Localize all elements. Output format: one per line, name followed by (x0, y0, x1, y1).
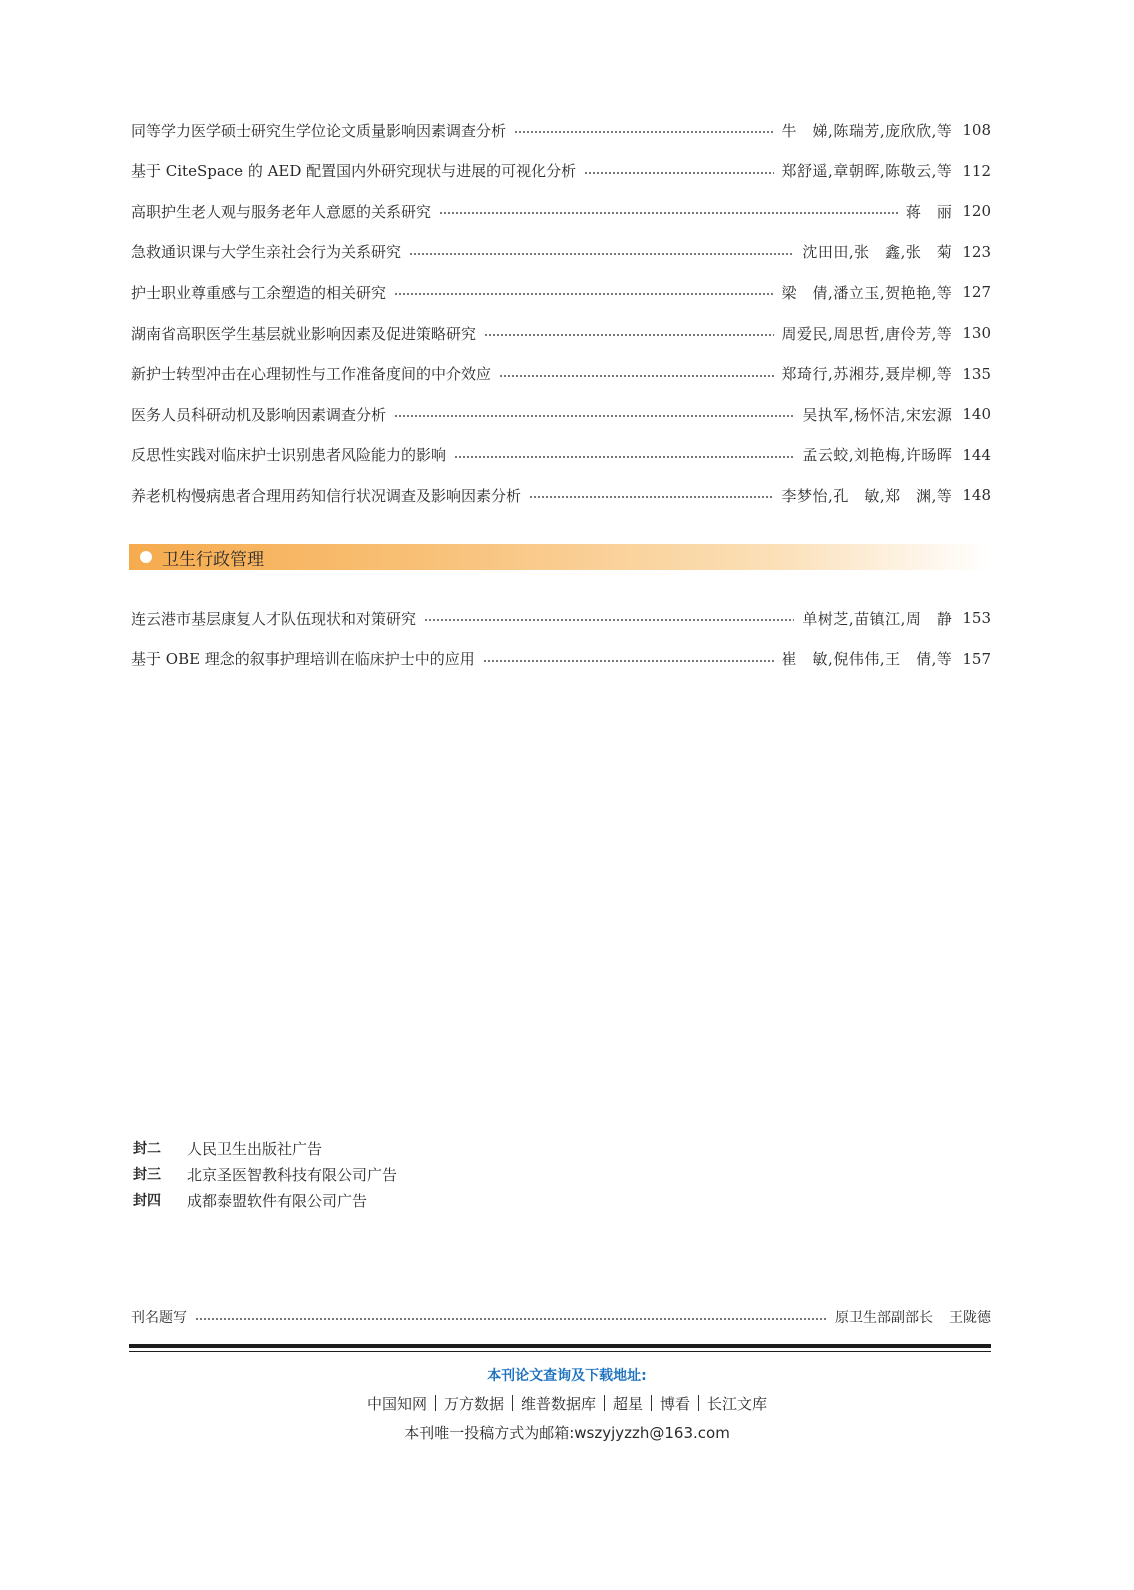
cover-row (133, 1135, 397, 1161)
section-title: 卫生行政管理 (162, 549, 264, 570)
page-number: 127 (962, 283, 991, 302)
article-authors: 牛 娣,陈瑞芳,庞欣欣,等 (781, 121, 953, 140)
inscription-label: 刊名题写 (131, 1310, 187, 1326)
database-name: 博看 (660, 1395, 691, 1413)
database-name: 维普数据库 (520, 1395, 596, 1413)
toc-entry (131, 647, 991, 671)
dot-leader (424, 619, 794, 621)
toc-entry (131, 159, 991, 183)
toc-entry (131, 483, 991, 507)
divider-thin (129, 1351, 991, 1352)
inscription-name: 王陇德 (949, 1310, 991, 1326)
article-title: 湖南省高职医学生基层就业影响因素及促进策略研究 (131, 324, 477, 343)
cover-key: 封三 (133, 1167, 161, 1183)
cover-key: 封二 (133, 1141, 161, 1157)
page-number: 108 (962, 121, 991, 139)
dot-leader (409, 253, 794, 255)
toc-entry (131, 240, 991, 264)
toc-entry (131, 280, 991, 304)
article-authors: 蒋 丽 (905, 202, 953, 221)
dot-leader (584, 172, 773, 174)
cover-value: 北京圣医智教科技有限公司广告 (187, 1165, 398, 1184)
dot-leader (394, 293, 774, 295)
article-authors: 郑琦行,苏湘芬,聂岸柳,等 (781, 365, 953, 384)
page-number: 123 (962, 242, 991, 261)
bullet-icon (140, 551, 152, 563)
article-title: 新护士转型冲击在心理韧性与工作准备度间的中介效应 (131, 365, 492, 384)
page-number: 144 (962, 445, 991, 464)
separator (604, 1395, 605, 1411)
page-number: 112 (962, 161, 991, 180)
footer-databases (0, 1393, 1134, 1414)
toc-entry (131, 362, 991, 386)
article-title: 高职护生老人观与服务老年人意愿的关系研究 (131, 202, 432, 221)
article-title: 基于 OBE 理念的叙事护理培训在临床护士中的应用 (131, 650, 475, 669)
database-name: 超星 (613, 1395, 644, 1413)
database-name: 万方数据 (443, 1395, 504, 1413)
cover-row (133, 1187, 397, 1213)
toc-entry (131, 402, 991, 426)
footer-heading: 本刊论文查询及下载地址: (487, 1368, 647, 1384)
article-authors: 周爱民,周思哲,唐伶芳,等 (781, 324, 953, 343)
database-name: 中国知网 (366, 1395, 427, 1413)
divider-thick (129, 1344, 991, 1348)
page-number: 153 (962, 609, 991, 627)
separator (698, 1395, 699, 1411)
dot-leader (483, 660, 774, 662)
dot-leader (529, 496, 774, 498)
article-authors: 沈田田,张 鑫,张 菊 (802, 243, 953, 262)
toc-entry (131, 118, 991, 142)
separator (435, 1395, 436, 1411)
article-authors: 李梦怡,孔 敏,郑 渊,等 (781, 486, 953, 505)
article-authors: 单树芝,苗镇江,周 静 (802, 609, 953, 628)
toc-entry (131, 199, 991, 223)
toc-entry (131, 606, 991, 630)
separator (651, 1395, 652, 1411)
article-title: 反思性实践对临床护士识别患者风险能力的影响 (131, 446, 447, 465)
cover-key: 封四 (133, 1193, 161, 1209)
article-authors: 吴执军,杨怀洁,宋宏源 (802, 405, 953, 424)
article-title: 急救通识课与大学生亲社会行为关系研究 (131, 243, 402, 262)
dot-leader (195, 1318, 827, 1320)
article-title: 医务人员科研动机及影响因素调查分析 (131, 405, 387, 424)
article-title: 同等学力医学硕士研究生学位论文质量影响因素调查分析 (131, 121, 507, 140)
cover-ads (133, 1135, 397, 1213)
inscription-position: 原卫生部副部长 (835, 1310, 933, 1326)
article-title: 护士职业尊重感与工余塑造的相关研究 (131, 283, 387, 302)
article-authors: 孟云蛟,刘艳梅,许旸晖 (802, 446, 953, 465)
section-header (129, 544, 991, 570)
toc-entry (131, 443, 991, 467)
cover-row (133, 1161, 397, 1187)
page-number: 140 (962, 405, 991, 424)
dot-leader (514, 131, 774, 133)
article-authors: 崔 敏,倪伟伟,王 倩,等 (781, 650, 953, 669)
dot-leader (454, 456, 794, 458)
dot-leader (439, 212, 898, 214)
masthead-inscription (131, 1306, 991, 1328)
cover-value: 人民卫生出版社广告 (187, 1139, 323, 1158)
article-title: 养老机构慢病患者合理用药知信行状况调查及影响因素分析 (131, 486, 522, 505)
separator (512, 1395, 513, 1411)
page-number: 130 (962, 324, 991, 342)
inscription-credit (835, 1307, 991, 1327)
dot-leader (484, 334, 774, 336)
page-number: 135 (962, 364, 991, 383)
dot-leader (499, 375, 774, 377)
database-name: 长江文库 (707, 1395, 768, 1413)
article-authors: 郑舒遥,章朝晖,陈敬云,等 (781, 162, 953, 181)
page-number: 148 (962, 486, 991, 505)
page-number: 157 (962, 649, 991, 668)
page-number: 120 (962, 202, 991, 221)
article-authors: 梁 倩,潘立玉,贺艳艳,等 (781, 283, 953, 302)
cover-value: 成都泰盟软件有限公司广告 (187, 1191, 368, 1210)
article-title: 基于 CiteSpace 的 AED 配置国内外研究现状与进展的可视化分析 (131, 162, 577, 181)
toc-entry (131, 321, 991, 345)
article-title: 连云港市基层康复人才队伍现状和对策研究 (131, 609, 417, 628)
dot-leader (394, 415, 794, 417)
footer-email: 本刊唯一投稿方式为邮箱:wszyjyzzh@163.com (404, 1424, 730, 1442)
